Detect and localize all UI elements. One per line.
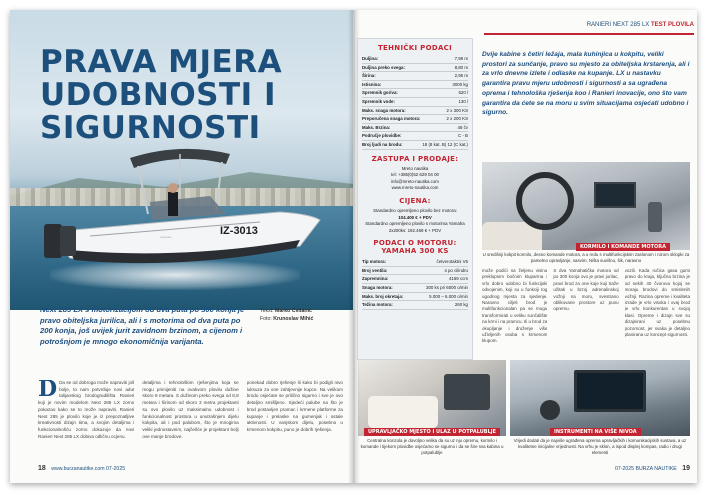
left-body-columns — [38, 380, 343, 450]
throttle-lever — [648, 202, 662, 232]
page-number: 19 — [682, 465, 690, 472]
header-section: TEST PLOVILA — [650, 22, 694, 28]
spec-key: Maks. broj okretaja: — [362, 293, 404, 299]
header-brand: RANIERI NEXT 285 LX — [586, 22, 650, 28]
spec-key: Preporučena snaga motora: — [362, 116, 421, 122]
console-caption: Centralna konzola je dovoljno velika da su uz nju opremu, kormilo i komande i tijekom plovidbe osjećamo se sigurno i da se šire sva kabina u potpalublje — [360, 438, 504, 455]
spec-row — [362, 258, 468, 267]
console-panel — [444, 374, 490, 410]
price-line: Standardno opremljeno plovilo bez motora: — [373, 207, 457, 213]
sales-line: info@mreto-nautika.com — [391, 178, 439, 184]
spec-row — [362, 132, 468, 141]
spec-value: C - B — [457, 133, 468, 139]
spec-row — [362, 275, 468, 284]
spec-row — [362, 72, 468, 81]
spec-value: 520 l — [458, 90, 468, 96]
title-line-2: UDOBNOSTI I — [40, 77, 277, 113]
footer-site: www.burzanautike.com — [51, 466, 105, 472]
spec-value: 260 kg — [454, 302, 468, 308]
spec-key: Duljina preko svega: — [362, 64, 405, 70]
spec-key: Širina: — [362, 73, 376, 79]
registration-number: IZ-3013 — [220, 225, 258, 237]
console-caption-label: UPRAVLJAČKO MJESTO I ULAZ U POTPALUBLJE — [364, 428, 500, 436]
body-column — [142, 380, 238, 450]
instrument-display — [574, 370, 646, 412]
footer-issue: 07-2025 — [615, 466, 635, 472]
price-info — [362, 208, 468, 234]
console-seat — [368, 396, 438, 428]
helm-caption-label: KORMILO I KOMANDE MOTORA — [576, 243, 670, 251]
spec-row — [362, 301, 468, 310]
body-column — [625, 268, 690, 360]
spec-value: 3000 kg — [452, 81, 468, 87]
spec-value: četverotaktni V6 — [436, 259, 468, 265]
spec-row — [362, 141, 468, 150]
spec-key: Spremnik vode: — [362, 98, 395, 104]
credit-photo-label: Foto: — [260, 315, 272, 322]
spec-value: 4169 ccm — [448, 276, 468, 282]
body-column — [553, 268, 618, 360]
instruments-caption: Vrijedi dodati da je najviše ugrađena oprema upravljačkih i komunikacijskih sustava, a uz kvalitetne inicijalne vrijednosti. Na vrhu je sklon, a ispod displej kompas, radio i drugi elementi — [513, 438, 687, 455]
engine-heading: PODACI O MOTORU: YAMAHA 300 KS — [373, 239, 457, 256]
spec-key: Maks. Brzina: — [362, 124, 391, 130]
spec-key: Broj ventila: — [362, 267, 388, 273]
article-intro: Next 285 LX s motorizacijom od dva puta po 300 konja je pravo obiteljska jurilica, ali i s motorima od dva puta po 200 konja, još uvijek jurit zavidnom brzinom, a cijenom i potrošnjom je mnogo ekonomičnija varijanta. — [40, 305, 245, 346]
body-column — [247, 380, 343, 450]
spec-row — [362, 81, 468, 90]
spec-value: 2 x 300 KS — [446, 107, 468, 113]
spec-key: Duljina: — [362, 56, 379, 61]
spec-value: 300 ks pri 6000 o/min — [426, 285, 468, 291]
spec-row — [362, 64, 468, 73]
spec-key: Spremnik goriva: — [362, 90, 398, 96]
spec-row — [362, 284, 468, 293]
sales-line: Mreto nautika — [401, 165, 429, 171]
price-line: Standardno opremljeno plovilo s motorima Yamaha 2x200ks: 192.469 € + PDV — [365, 221, 465, 233]
spec-row — [362, 115, 468, 124]
instruments-photo — [510, 360, 690, 436]
title-line-1: PRAVA MJERA — [40, 44, 283, 80]
body-text: vozili. Kada ručica gasa gumi pravo do kraja, ključna brzina je od nekih 40 čvorova kojoj se moraju brodovi do smislenih vožnji. Razina opreme i kvaliteta izrade je vrlo visoka i ovaj brod je vrlo konkurentan u svojoj klasi. Opreme i dizajn sve su dizajnirani uz posebnu pozornost, jer svaka je detaljno planirana uz koncept sigurnosti. — [624, 268, 690, 338]
body-text: može podići na željenu visinu preklopnim bočnim kluparma i vrlo dobro udobno bi funkcijski odvojenim, koji su u funkciji tog ugodnog mjesta za sjedenje. Naravno ciljeli brod je multifunkcionalan pa se mogu transformirati u veliku sunčalište na krmi i na pramcu. Ili u brod za okupljanje i druženje više uživljenih osoba s krmenom klupom. — [482, 268, 548, 344]
spec-value: 48 čv — [457, 124, 468, 130]
spec-value: 5.000 – 6.000 o/min — [429, 293, 468, 299]
spec-value: 2 x 200 KS — [446, 116, 468, 122]
header-rule — [484, 33, 694, 35]
sales-heading: ZASTUPA I PRODAJE: — [371, 154, 459, 163]
page-number: 18 — [38, 465, 46, 472]
credit-text-label: Tekst: — [260, 308, 274, 314]
body-text: S dva Yamahatička motora od po 300 konja ovo je pravi jurilac, pravi brod za one koje koji traže užitak u brzoj adrenalinskoj vožnji na moru, svestrano oblikovane prostore uz punu opremu. — [553, 268, 619, 312]
spec-value: 4 po cilindru — [444, 267, 468, 273]
body-text: Da se od dobroga može napraviti još bolje, to nam potvrđuje novi adut talijanskog brodogradilišta Ranieri koji je novim modelom Next 285 LX zorno pokazao kako se to može napraviti. Ranieri Next 285 je plovilo koje je iz prepoznatljive kreativnosti dizajn tima, a svojim detaljima i funkcionalnošću zorno dokazuje da novi Ranieri Next 285 LX dobiva odličnu ocjenu. — [38, 380, 135, 439]
spec-key: Istisnina: — [362, 81, 382, 87]
drop-cap: D — [38, 380, 58, 402]
svg-text:~~~: ~~~ — [160, 234, 172, 242]
spec-key: Snaga motora: — [362, 285, 393, 291]
credit-photo-author: Krunoslav Mihić — [273, 315, 314, 322]
left-page — [10, 10, 353, 483]
spec-row — [362, 124, 468, 133]
spec-row — [362, 98, 468, 107]
spec-value: 2,95 m — [454, 73, 468, 79]
console-photo — [358, 360, 506, 436]
footer-issue: 07-2025 — [106, 466, 126, 472]
steering-wheel — [516, 172, 574, 230]
engine-specs-table — [362, 258, 468, 310]
spec-key: Zapremnina: — [362, 276, 389, 282]
helm-photo — [482, 162, 690, 250]
chartplotter-screen — [594, 182, 636, 208]
left-footer — [38, 465, 338, 475]
spec-row — [362, 107, 468, 116]
spec-row — [362, 55, 468, 64]
spec-row — [362, 89, 468, 98]
title-line-3: SIGURNOSTI — [40, 110, 261, 146]
spec-key: Tip motora: — [362, 259, 387, 265]
article-title — [40, 46, 340, 145]
right-footer — [530, 465, 690, 475]
instruments-caption-label: INSTRUMENTI NA VIŠE NIVOA — [550, 428, 641, 436]
right-body-columns — [482, 268, 690, 360]
footer-name: BURZA NAUTIKE — [635, 466, 677, 472]
spec-row — [362, 267, 468, 276]
sales-contact — [362, 166, 468, 192]
spec-key: Težina motora: — [362, 302, 393, 308]
credit-text-author: Marko Cvitanić — [275, 308, 312, 314]
body-text: ponekad dobro rješenje ili kako bi podigli nivo luksuza za one zahtjevnije kupce. Na velikom brodu osjećate se prilično sigurno i sve je ovo detaljno smišljeno. Sjedeći palube na što je brod postavljen pramac i krmene platforme za kupanje i prelaske na gumenjak i ostale aktivnosti. U vanjskom dijelu, posebno u krmenom kokpitu, puno je dobrih rješenja. — [246, 380, 343, 432]
article-credits — [260, 308, 350, 323]
specs-sidebar — [357, 38, 473, 360]
spec-row — [362, 293, 468, 302]
spec-value: 8,80 m — [454, 64, 468, 70]
helm-caption: U središnji kokpit kormilo, desno komande motora, a u redu s multifunkcijskim zaslonom i nizom sklopki za pametno upravljanje, sasvim, Ništa suvišno, šik, naravno — [482, 252, 690, 263]
boat-illustration — [30, 140, 330, 300]
spec-key: Broj ljudi na brodu: — [362, 141, 403, 147]
tech-specs-heading: TEHNIČKI PODACI — [377, 44, 453, 52]
spec-value: 18 (8 kat. B) 12 (C kat.) — [422, 141, 468, 147]
sales-line: tel: +385(0)52 629 04 00 — [391, 172, 439, 178]
magazine-spread — [10, 10, 697, 483]
body-column — [38, 380, 134, 450]
spec-value: 130 l — [458, 98, 468, 104]
right-lead: Dvije kabine s četiri ležaja, mala kuhinjica u kokpitu, veliki prostori za sunčanje, pravo su mjesto za obiteljska krstarenja, ali i za vrlo dnevne izlete i odlaske na kupanje. LX u nastavku garantira pravu mjeru udobnosti i sigurnosti a sa ugrađena oprema i tehnološka rješenja koo i Ranieri inovacije, ono što vam garantira da ćete se na moru u svim situacijama osjećati udobno i sigurno. — [482, 51, 690, 117]
price-line: 104.400 € + PDV — [398, 214, 432, 220]
tech-specs-table — [362, 55, 468, 150]
body-column — [482, 268, 547, 360]
spec-value: 7,98 m — [454, 56, 468, 61]
instrument-knob — [540, 400, 560, 420]
body-text: detaljima i tehnološkim rješenjima koja se mogu primijeniti na ovakvom plovilu dužine skoro 8 metara. S dužinom preko svega od 8,8 metara i širinom od skoro 3 metra projektanti su ovo plovilo uz maksimalnu udobnost i funkcionalnost prostora u unutrašnjem dijelu kokpita, ali i pod palubom, što je mnogima veliki jednostavnim, najčešće je projektant bolji ove manje brodove. — [142, 380, 239, 439]
price-heading: CIJENA: — [399, 196, 431, 205]
spec-key: Maks. snaga motora: — [362, 107, 406, 113]
right-header — [484, 22, 694, 32]
spec-key: Područje plovidbe: — [362, 133, 402, 139]
sales-line: www.mreto-nautika.com — [391, 185, 439, 191]
